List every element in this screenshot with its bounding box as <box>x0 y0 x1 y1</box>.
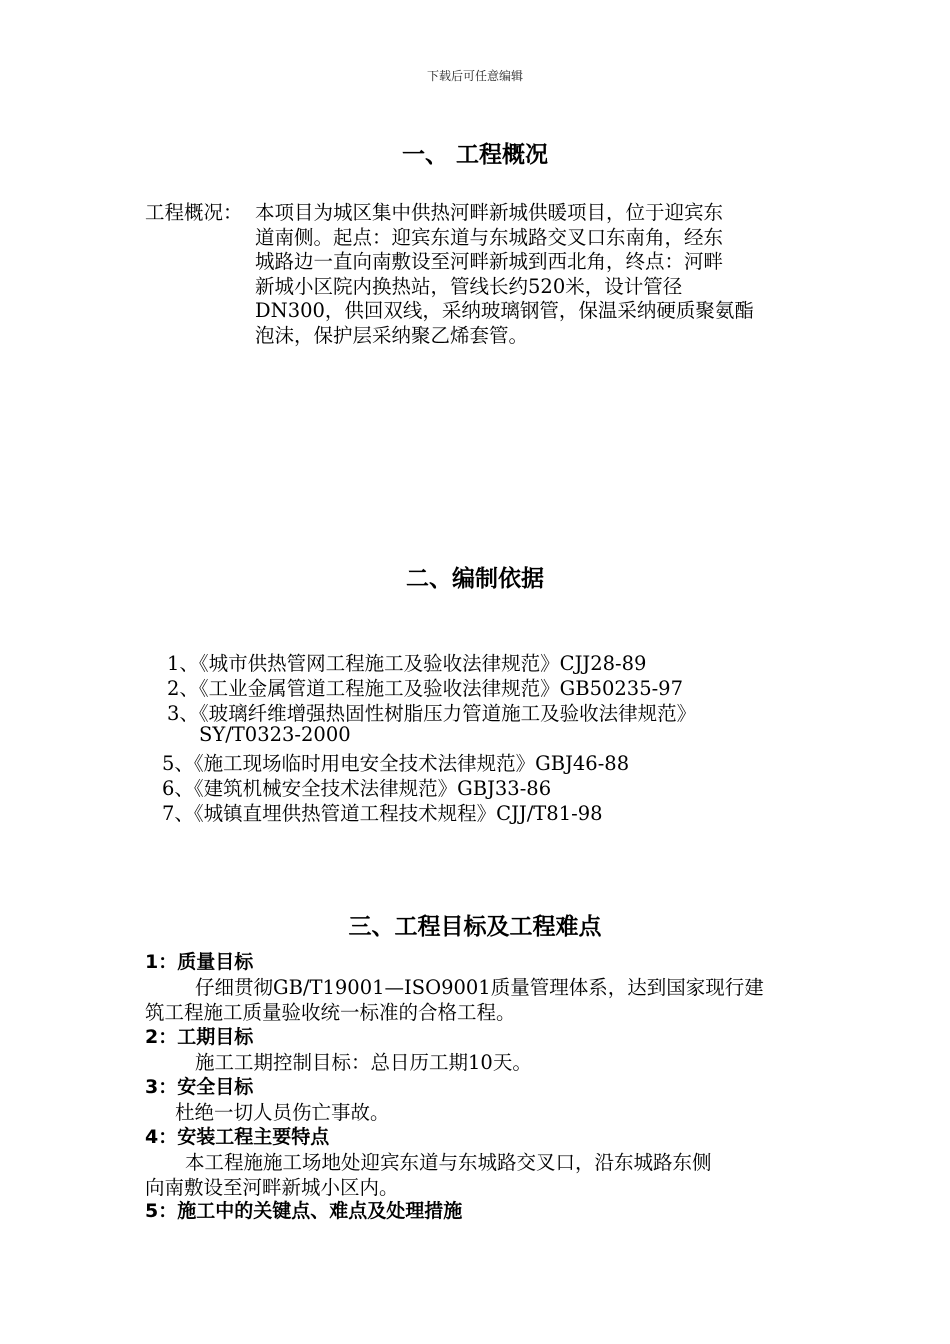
reference-item: 3、《玻璃纤维增强热固性树脂压力管道施工及验收法律规范》 <box>167 702 697 725</box>
reference-item-continuation: SY/T0323-2000 <box>199 723 351 746</box>
overview-line: DN300，供回双线，采纳玻璃钢管，保温采纳硬质聚氨酯 <box>255 299 754 322</box>
goal-text: 仔细贯彻GB/T19001—ISO9001质量管理体系，达到国家现行建 <box>195 976 764 999</box>
header-note: 下载后可任意编辑 <box>426 69 523 83</box>
goal-text: 杜绝一切人员伤亡事故。 <box>175 1101 390 1124</box>
goal-text: 施工工期控制目标：总日历工期10天。 <box>195 1051 532 1074</box>
reference-item: 6、《建筑机械安全技术法律规范》GBJ33-86 <box>162 777 552 800</box>
section1-title: 一、 工程概况 <box>401 142 548 168</box>
goal-text: 筑工程施工质量验收统一标准的合格工程。 <box>145 1001 516 1024</box>
goal-heading-quality: 1：质量目标 <box>145 951 254 973</box>
overview-line: 泡沫，保护层采纳聚乙烯套管。 <box>255 323 529 347</box>
section3-title: 三、工程目标及工程难点 <box>348 914 602 940</box>
goal-heading-schedule: 2：工期目标 <box>145 1026 254 1048</box>
section2-title: 二、编制依据 <box>406 566 544 592</box>
reference-item: 2、《工业金属管道工程施工及验收法律规范》GB50235-97 <box>167 677 683 700</box>
goal-text: 向南敷设至河畔新城小区内。 <box>145 1176 399 1199</box>
overview-line: 道南侧。起点：迎宾东道与东城路交叉口东南角，经东 <box>255 225 724 249</box>
goal-heading-features: 4：安装工程主要特点 <box>145 1126 330 1148</box>
overview-line: 新城小区院内换热站，管线长约520米，设计管径 <box>255 274 683 298</box>
reference-item: 7、《城镇直埋供热管道工程技术规程》CJJ/T81-98 <box>162 802 603 825</box>
overview-paragraph <box>255 201 754 348</box>
goal-text: 本工程施施工场地处迎宾东道与东城路交叉口，沿东城路东侧 <box>185 1151 712 1174</box>
reference-item: 1、《城市供热管网工程施工及验收法律规范》CJJ28-89 <box>167 652 647 675</box>
reference-item: 5、《施工现场临时用电安全技术法律规范》GBJ46-88 <box>162 752 630 775</box>
goal-heading-keypoints: 5：施工中的关键点、难点及处理措施 <box>145 1200 463 1222</box>
overview-line: 城路边一直向南敷设至河畔新城到西北角，终点：河畔 <box>255 250 724 273</box>
goal-heading-safety: 3：安全目标 <box>145 1076 254 1098</box>
overview-line: 本项目为城区集中供热河畔新城供暖项目，位于迎宾东 <box>255 201 724 224</box>
overview-label: 工程概况： <box>145 201 243 224</box>
